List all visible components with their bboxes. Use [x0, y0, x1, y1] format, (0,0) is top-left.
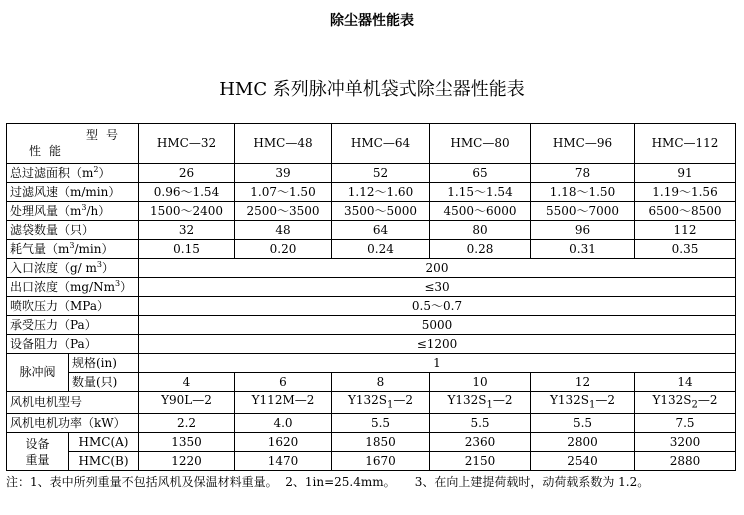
table-cell: 1220: [139, 452, 235, 471]
table-cell: 0.35: [635, 240, 736, 259]
table-cell: 2360: [430, 433, 531, 452]
table-cell: 91: [635, 164, 736, 183]
table-cell: 0.31: [531, 240, 635, 259]
table-cell: 0.24: [332, 240, 430, 259]
table-cell: 7.5: [635, 414, 736, 433]
table-cell: 2880: [635, 452, 736, 471]
table-cell: 1.07～1.50: [235, 183, 332, 202]
page-heading: 除尘器性能表: [330, 13, 414, 29]
table-cell: 8: [332, 373, 430, 392]
table-cell: 5.5: [332, 414, 430, 433]
table-cell-merged: ≤1200: [139, 335, 736, 354]
row-label-fan-power: 风机电机功率（kW）: [7, 414, 139, 433]
table-cell: 64: [332, 221, 430, 240]
model-header: HMC—80: [430, 124, 531, 164]
table-cell: 4: [139, 373, 235, 392]
row-label-air-consumption: 耗气量$(m^3/\min)$: [7, 240, 139, 259]
table-cell: 0.28: [430, 240, 531, 259]
table-cell: 1500～2400: [139, 202, 235, 221]
table-cell-merged: 5000: [139, 316, 736, 335]
table-cell: 6500～8500: [635, 202, 736, 221]
table-row: [7, 164, 736, 183]
table-cell: 112: [635, 221, 736, 240]
model-header: HMC—32: [139, 124, 235, 164]
table-cell-merged: 200: [139, 259, 736, 278]
table-cell: 1.15～1.54: [430, 183, 531, 202]
row-label-velocity: 过滤风速（m/min）: [7, 183, 139, 202]
table-cell: 3200: [635, 433, 736, 452]
table-cell: 2150: [430, 452, 531, 471]
model-header: HMC—64: [332, 124, 430, 164]
table-row: [7, 202, 736, 221]
table-row: [7, 259, 736, 278]
table-cell: Y90L—2: [139, 392, 235, 414]
table-cell: 1670: [332, 452, 430, 471]
footnote: 注：1、表中所列重量不包括风机及保温材料重量。 2、1in=25.4mm。 3、在向上建提荷载时，动荷载系数为 1.2。: [6, 475, 650, 489]
table-row: [7, 278, 736, 297]
table-cell: 5.5: [430, 414, 531, 433]
table-cell: 65: [430, 164, 531, 183]
table-cell: 1470: [235, 452, 332, 471]
table-cell: 14: [635, 373, 736, 392]
table-cell: $Y132S_1—2$: [430, 392, 531, 414]
row-label-weight: 设备 重量: [7, 433, 69, 471]
table-cell-merged: ≤30: [139, 278, 736, 297]
table-cell-merged: 0.5～0.7: [139, 297, 736, 316]
table-row: [7, 221, 736, 240]
row-label-pulse-valve: 脉冲阀: [7, 354, 69, 392]
table-cell: 39: [235, 164, 332, 183]
table-cell: 10: [430, 373, 531, 392]
row-label-airflow: 处理风量$(m^3/h)$: [7, 202, 139, 221]
table-cell: 78: [531, 164, 635, 183]
row-label-resistance: 设备阻力（Pa）: [7, 335, 139, 354]
row-label-weight-a: HMC(A): [69, 433, 139, 452]
row-label-inlet: 入口浓度（g/ $m^3$）: [7, 259, 139, 278]
table-cell: 2800: [531, 433, 635, 452]
table-cell: 4.0: [235, 414, 332, 433]
table-cell: 1.18～1.50: [531, 183, 635, 202]
table-row: [7, 240, 736, 259]
corner-cell: [7, 124, 139, 164]
table-cell: 0.15: [139, 240, 235, 259]
table-row: [7, 373, 736, 392]
table-row: [7, 392, 736, 414]
row-label-bags: 滤袋数量（只）: [7, 221, 139, 240]
table-cell: 0.96～1.54: [139, 183, 235, 202]
table-cell: 1350: [139, 433, 235, 452]
table-cell: $Y132S_1—2$: [531, 392, 635, 414]
table-row: [7, 183, 736, 202]
table-cell: 26: [139, 164, 235, 183]
table-cell: $Y132S_2—2$: [635, 392, 736, 414]
table-row: [7, 452, 736, 471]
table-cell: 32: [139, 221, 235, 240]
table-row: [7, 297, 736, 316]
row-label-valve-qty: 数量(只): [69, 373, 139, 392]
row-label-valve-spec: 规格(in): [69, 354, 139, 373]
row-label-weight-b: HMC(B): [69, 452, 139, 471]
table-cell: 2500～3500: [235, 202, 332, 221]
table-row: [7, 335, 736, 354]
row-label-fan-model: 风机电机型号: [7, 392, 139, 414]
corner-model-label: 型号: [85, 128, 126, 142]
table-cell: 96: [531, 221, 635, 240]
table-cell: 52: [332, 164, 430, 183]
model-header: HMC—48: [235, 124, 332, 164]
table-cell: 2540: [531, 452, 635, 471]
row-label-withstand-pressure: 承受压力（Pa）: [7, 316, 139, 335]
table-cell: 1.12～1.60: [332, 183, 430, 202]
table-cell: 1850: [332, 433, 430, 452]
table-cell: 1620: [235, 433, 332, 452]
corner-performance-label: 性能: [29, 144, 70, 158]
performance-table: [6, 123, 736, 471]
row-label-area: 总过滤面积$(m^2)$: [7, 164, 139, 183]
table-title: HMC 系列脉冲单机袋式除尘器性能表: [219, 79, 525, 100]
model-header: HMC—112: [635, 124, 736, 164]
table-cell: 48: [235, 221, 332, 240]
table-row: [7, 354, 736, 373]
table-cell: 2.2: [139, 414, 235, 433]
model-header: HMC—96: [531, 124, 635, 164]
table-cell: $Y132S_1—2$: [332, 392, 430, 414]
table-cell: 12: [531, 373, 635, 392]
header-row: [7, 124, 736, 164]
table-cell: 3500～5000: [332, 202, 430, 221]
table-cell: Y112M—2: [235, 392, 332, 414]
table-cell: 80: [430, 221, 531, 240]
row-label-outlet: 出口浓度（mg/Nm$^3$）: [7, 278, 139, 297]
row-label-blow-pressure: 喷吹压力（MPa）: [7, 297, 139, 316]
table-cell: 0.20: [235, 240, 332, 259]
table-row: [7, 316, 736, 335]
table-row: [7, 414, 736, 433]
table-cell: 4500～6000: [430, 202, 531, 221]
table-cell: 5.5: [531, 414, 635, 433]
table-cell: 5500～7000: [531, 202, 635, 221]
table-cell: 1.19～1.56: [635, 183, 736, 202]
table-row: [7, 433, 736, 452]
table-cell: 6: [235, 373, 332, 392]
table-cell-merged: 1: [139, 354, 736, 373]
